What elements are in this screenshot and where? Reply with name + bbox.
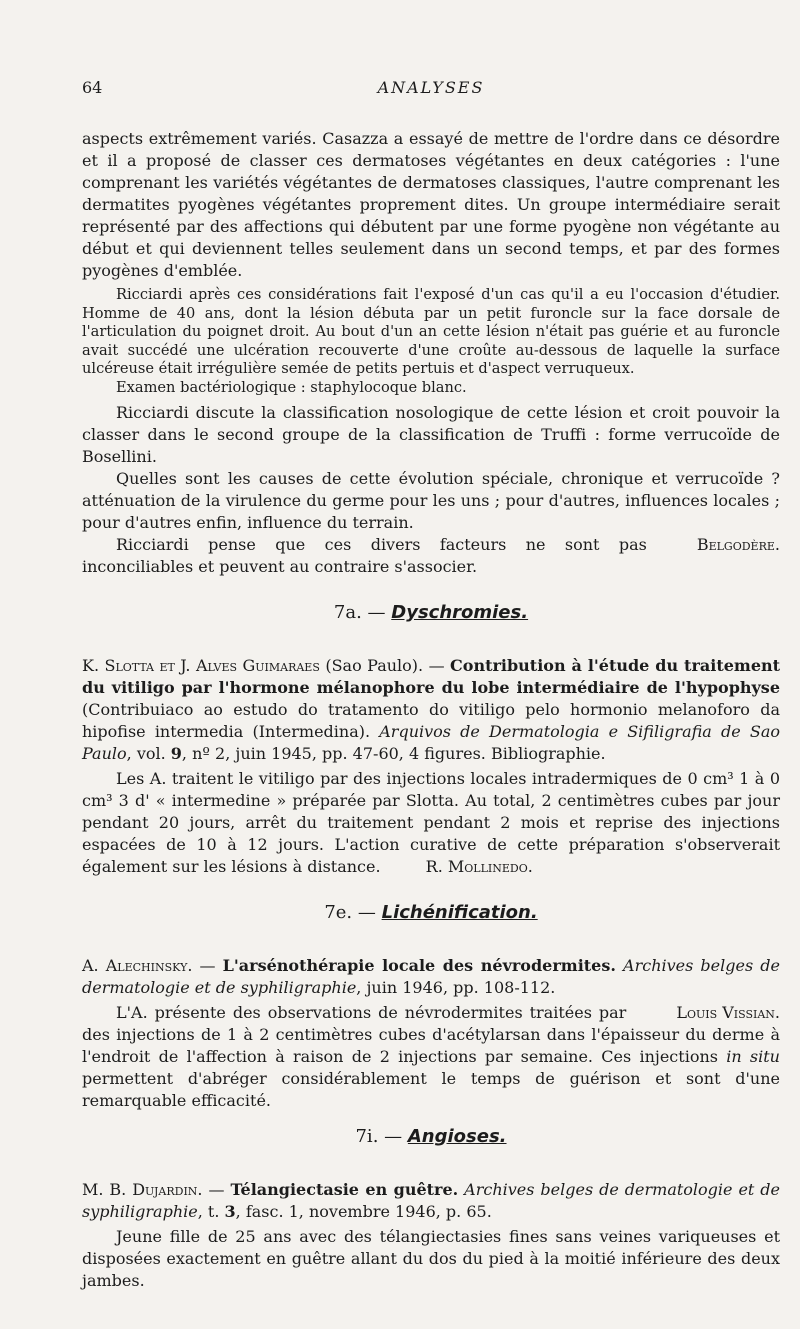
running-header [82,78,780,104]
intro-paragraph-1: aspects extrêmement variés. Casazza a essayé de mettre de l'ordre dans ce désordre et il a proposé de classer ces dermatoses végétantes en deux catégories : l'une comprenant les variétés végétantes de dermatoses classiques, l'autre comprenant les dermatites pyogènes végétantes proprement dites. Un groupe intermédiaire serait représenté par des affections qui débutent par une forme pyogène non végétante au début et qui deviennent telles seulement dans un second temps, et par des formes pyogènes d'emblée. [82,129,780,280]
page-number: 64 [82,78,103,97]
signature: Louis Vissian. [676,1002,780,1022]
reference: M. B. Dujardin. — Télangiectasie en guêtre. Archives belges de dermatologie et de syphiligraphie, t. 3, fasc. 1, novembre 1946, p. 65. [82,1179,781,1221]
section-heading-7e: 7e. — Lichénification. [324,901,538,923]
article-dujardin [82,1179,780,1292]
article-alechinsky [82,955,780,1112]
section-label: Angioses. [407,1125,507,1147]
section-heading-7i: 7i. — Angioses. [355,1125,507,1147]
journal-name: Archives belges de dermatologie et de syphiligraphie [82,1179,781,1221]
intro-paragraph-3: Examen bactériologique : staphylocoque blanc. [116,378,467,396]
intro-paragraph-2: Ricciardi après ces considérations fait l'exposé d'un cas qu'il a eu l'occasion d'étudier. Homme de 40 ans, dont la lésion débuta par un petit furoncle sur la face dorsale de l'articulation du poignet droit. Au bout d'un an cette lésion n'était pas guérie et au furoncle avait succédé une ulcération recouverte d'une croûte au-dessous de laquelle la surface ulcéreuse était irrégulière semée de petits pertuis et d'aspect verruqueux. [82,286,780,378]
section-heading-7a: 7a. — Dyschromies. [333,601,529,623]
article-title: L'arsénothérapie locale des névrodermites. [222,955,616,975]
article-slotta [82,655,780,878]
intro-article [82,128,780,578]
section-label: Dyschromies. [391,601,529,623]
journal-name: Arquivos de Dermatologia e Sifiligrafia de Sao Paulo [82,721,781,763]
abstract: Les A. traitent le vitiligo par des injections locales intradermiques de 0 cm³ 1 à 0 cm³ 3 d' « intermedine » préparée par Slotta. Au total, 2 centimètres cubes par jour pendant 20 jours, arrêt du traitement pendant 2 mois et reprise des injections espacées de 10 à 12 jours. L'action curative de cette préparation s'observerait également sur les lésions à distance. R. Mollinedo. [82,768,780,876]
page [82,78,780,1292]
abstract: Louis Vissian. L'A. présente des observations de névrodermites traitées par des injections de 1 à 2 centimètres cubes d'acétylarsan dans l'épaisseur du derme à l'endroit de l'affection à raison de 2 injections par semaine. Ces injections in situ permettent d'abréger considérablement le temps de guérison et sont d'une remarquable efficacité. [82,1002,780,1110]
signature: Belgodère. [696,534,780,554]
reference: A. Alechinsky. — L'arsénothérapie locale des névrodermites. Archives belges de dermatologie et de syphiligraphie, juin 1946, pp. 108-112. [82,955,780,997]
reference: K. Slotta et J. Alves Guimaraes (Sao Paulo). — Contribution à l'étude du traitement du vitiligo par l'hormone mélanophore du lobe intermédiaire de l'hypophyse (Contribuiaco ao estudo do tratamento do vitiligo pelo hormonio melanoforo da hipofise intermedia (Intermedina). Arquivos de Dermatologia e Sifiligrafia de Sao Paulo, vol. 9, nº 2, juin 1945, pp. 47-60, 4 figures. Bibliographie. [82,655,781,763]
signature: R. Mollinedo. [425,856,533,876]
journal-name: Archives belges de dermatologie et de syphiligraphie [82,955,780,997]
article-title: Télangiectasie en guêtre. [230,1179,459,1199]
section-label: Lichénification. [381,901,538,923]
intro-paragraph-6: Belgodère. Ricciardi pense que ces divers facteurs ne sont pas inconciliables et peuvent au contraire s'associer. [82,534,780,576]
intro-paragraph-5: Quelles sont les causes de cette évolution spéciale, chronique et verrucoïde ? atténuation de la virulence du germe pour les uns ; pour d'autres, influences locales ; pour d'autres enfin, influence du terrain. [82,468,780,532]
article-title: Contribution à l'étude du traitement du vitiligo par l'hormone mélanophore du lobe intermédiaire de l'hypophyse [82,655,781,697]
abstract: Jeune fille de 25 ans avec des télangiectasies fines sans veines variqueuses et disposées exactement en guêtre allant du dos du pied à la moitié inférieure des deux jambes. [82,1226,780,1290]
running-title: ANALYSES [377,78,485,97]
intro-paragraph-4: Ricciardi discute la classification nosologique de cette lésion et croit pouvoir la classer dans le second groupe de la classification de Truffi : forme verrucoïde de Bosellini. [82,402,780,466]
